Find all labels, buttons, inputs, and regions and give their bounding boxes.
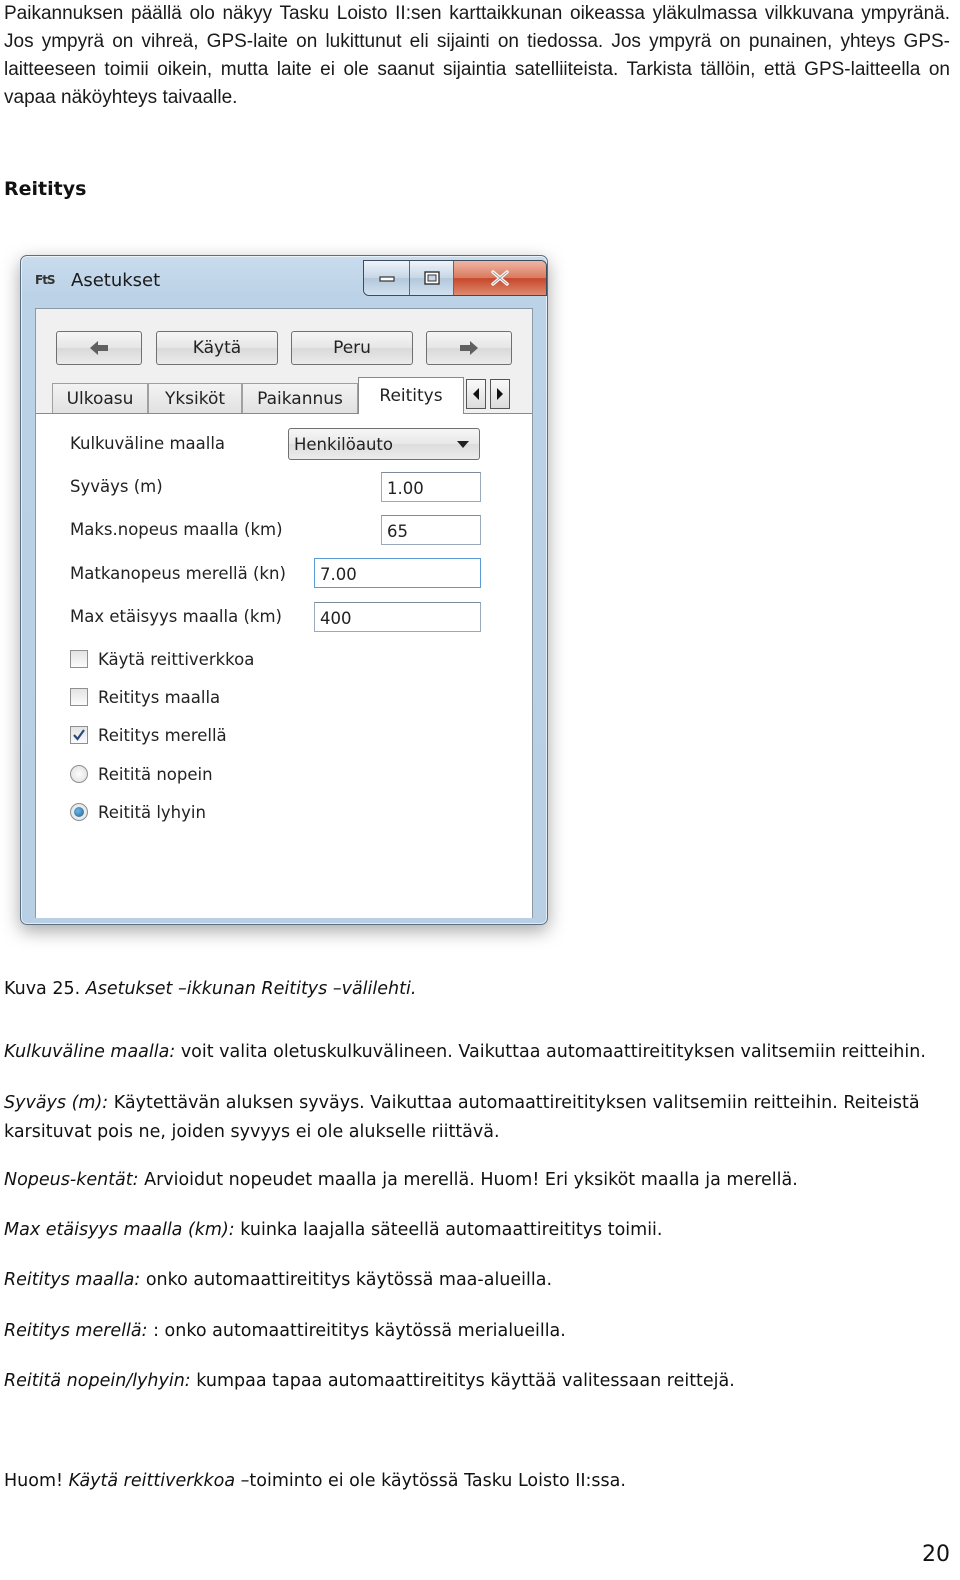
window-client-area	[35, 308, 533, 918]
description-route-mode	[4, 1367, 934, 1396]
vehicle-select-value: Henkilöauto	[294, 435, 393, 454]
route-fastest-label: Reititä nopein	[98, 764, 213, 784]
section-heading: Reititys	[4, 178, 87, 200]
description-text-continued: karsituvat pois ne, joiden syvyys ei ole alukselle riittävä.	[4, 1122, 500, 1142]
tab-reititys[interactable]: Reititys	[358, 377, 464, 414]
description-text: kumpaa tapaa automaattireititys käyttää valitessaan reittejä.	[190, 1371, 735, 1391]
route-fastest-option[interactable]	[70, 763, 213, 785]
description-draft	[4, 1089, 934, 1147]
note-prefix: Huom!	[4, 1471, 69, 1491]
maximize-icon	[423, 270, 441, 286]
vehicle-select[interactable]	[288, 428, 480, 460]
triangle-left-icon	[471, 387, 481, 401]
description-text: kuinka laajalla säteellä automaattireititys toimii.	[234, 1220, 663, 1240]
description-text: onko automaattireititys käytössä maa-alueilla.	[140, 1270, 553, 1290]
tab-scroll-right-button[interactable]	[490, 379, 510, 409]
description-term: Kulkuväline maalla:	[4, 1042, 176, 1062]
caption-italic: Asetukset –ikkunan Reititys –välilehti.	[85, 979, 417, 999]
description-term: Nopeus-kentät:	[4, 1170, 139, 1190]
apply-button[interactable]: Käytä	[156, 331, 278, 365]
minimize-icon	[378, 273, 396, 283]
route-on-land-label: Reititys maalla	[98, 687, 221, 707]
description-text: Arvioidut nopeudet maalla ja merellä. Huom! Eri yksiköt maalla ja merellä.	[138, 1170, 798, 1190]
tab-strip	[36, 377, 532, 413]
draft-input[interactable]: 1.00	[381, 472, 481, 502]
description-text: voit valita oletuskulkuvälineen. Vaikuttaa automaattireitityksen valitsemiin reitteihin.	[175, 1042, 926, 1062]
description-term: Reititys maalla:	[4, 1270, 141, 1290]
cancel-button[interactable]: Peru	[291, 331, 413, 365]
chevron-down-icon	[457, 441, 469, 448]
description-term: Reititä nopein/lyhyin:	[4, 1371, 191, 1391]
sea-speed-input[interactable]: 7.00	[314, 558, 481, 588]
description-term: Reititys merellä:	[4, 1321, 148, 1341]
max-distance-input[interactable]: 400	[314, 602, 481, 632]
figure-caption	[4, 975, 934, 1004]
route-at-sea-option[interactable]	[70, 724, 227, 746]
description-term: Syväys (m):	[4, 1093, 109, 1113]
description-vehicle	[4, 1038, 934, 1067]
arrow-left-icon	[88, 340, 110, 356]
note	[4, 1467, 934, 1496]
app-logo-icon: FtS	[35, 273, 55, 287]
use-route-network-label: Käytä reittiverkkoa	[98, 649, 255, 669]
close-button[interactable]	[454, 261, 546, 295]
back-button[interactable]	[56, 331, 142, 365]
window-titlebar[interactable]	[21, 256, 547, 304]
land-speed-label: Maks.nopeus maalla (km)	[70, 520, 283, 539]
caption-buttons	[363, 260, 547, 296]
tab-paikannus[interactable]: Paikannus	[242, 383, 358, 413]
routing-settings-panel	[36, 413, 532, 918]
route-shortest-label: Reititä lyhyin	[98, 802, 206, 822]
description-max-distance	[4, 1216, 934, 1245]
intro-paragraph: Paikannuksen päällä olo näkyy Tasku Loisto II:sen karttaikkunan oikeassa yläkulmassa vilkkuvana ympyränä. Jos ympyrä on vihreä, GPS-laite on lukittunut eli sijainti on tiedossa. Jos ympyrä on punainen, yhteys GPS-laitteeseen toimii oikein, mutta laite ei ole saanut sijaintia satelliiteista. Tarkista tällöin, että GPS-laitteella on vapaa näköyhteys taivaalle.	[4, 3, 950, 108]
note-italic: Käytä reittiverkkoa	[68, 1471, 236, 1491]
description-text: : onko automaattireititys käytössä merialueilla.	[147, 1321, 566, 1341]
draft-label: Syväys (m)	[70, 477, 163, 496]
route-at-sea-label: Reititys merellä	[98, 725, 227, 745]
sea-speed-label: Matkanopeus merellä (kn)	[70, 564, 286, 583]
description-text: Käytettävän aluksen syväys. Vaikuttaa automaattireitityksen valitsemiin reitteihin. Reiteistä	[108, 1093, 920, 1113]
tab-ulkoasu[interactable]: Ulkoasu	[52, 383, 148, 413]
use-route-network-option[interactable]	[70, 648, 254, 670]
description-term: Max etäisyys maalla (km):	[4, 1220, 235, 1240]
route-on-land-checkbox[interactable]	[70, 688, 88, 706]
window-title: Asetukset	[71, 270, 161, 291]
maximize-button[interactable]	[410, 261, 454, 295]
land-speed-input[interactable]: 65	[381, 515, 481, 545]
description-speed	[4, 1166, 934, 1195]
close-icon	[489, 269, 511, 287]
radio-selected-dot	[74, 807, 84, 817]
route-on-land-option[interactable]	[70, 686, 220, 708]
route-at-sea-checkbox[interactable]	[70, 726, 88, 744]
route-fastest-radio[interactable]	[70, 765, 88, 783]
tab-yksikot[interactable]: Yksiköt	[148, 383, 242, 413]
route-shortest-radio[interactable]	[70, 803, 88, 821]
use-route-network-checkbox[interactable]	[70, 650, 88, 668]
route-shortest-option[interactable]	[70, 801, 206, 823]
arrow-right-icon	[458, 340, 480, 356]
checkmark-icon	[71, 727, 87, 743]
description-route-at-sea	[4, 1317, 934, 1346]
page-number: 20	[922, 1542, 950, 1567]
triangle-right-icon	[495, 387, 505, 401]
minimize-button[interactable]	[364, 261, 410, 295]
tab-scroll-left-button[interactable]	[466, 379, 486, 409]
caption-prefix: Kuva 25.	[4, 979, 86, 999]
vehicle-label: Kulkuväline maalla	[70, 434, 226, 453]
max-distance-label: Max etäisyys maalla (km)	[70, 607, 282, 626]
note-suffix: –toiminto ei ole käytössä Tasku Loisto II:ssa.	[235, 1471, 626, 1491]
forward-button[interactable]	[426, 331, 512, 365]
description-route-on-land	[4, 1266, 934, 1295]
settings-window	[20, 255, 548, 925]
